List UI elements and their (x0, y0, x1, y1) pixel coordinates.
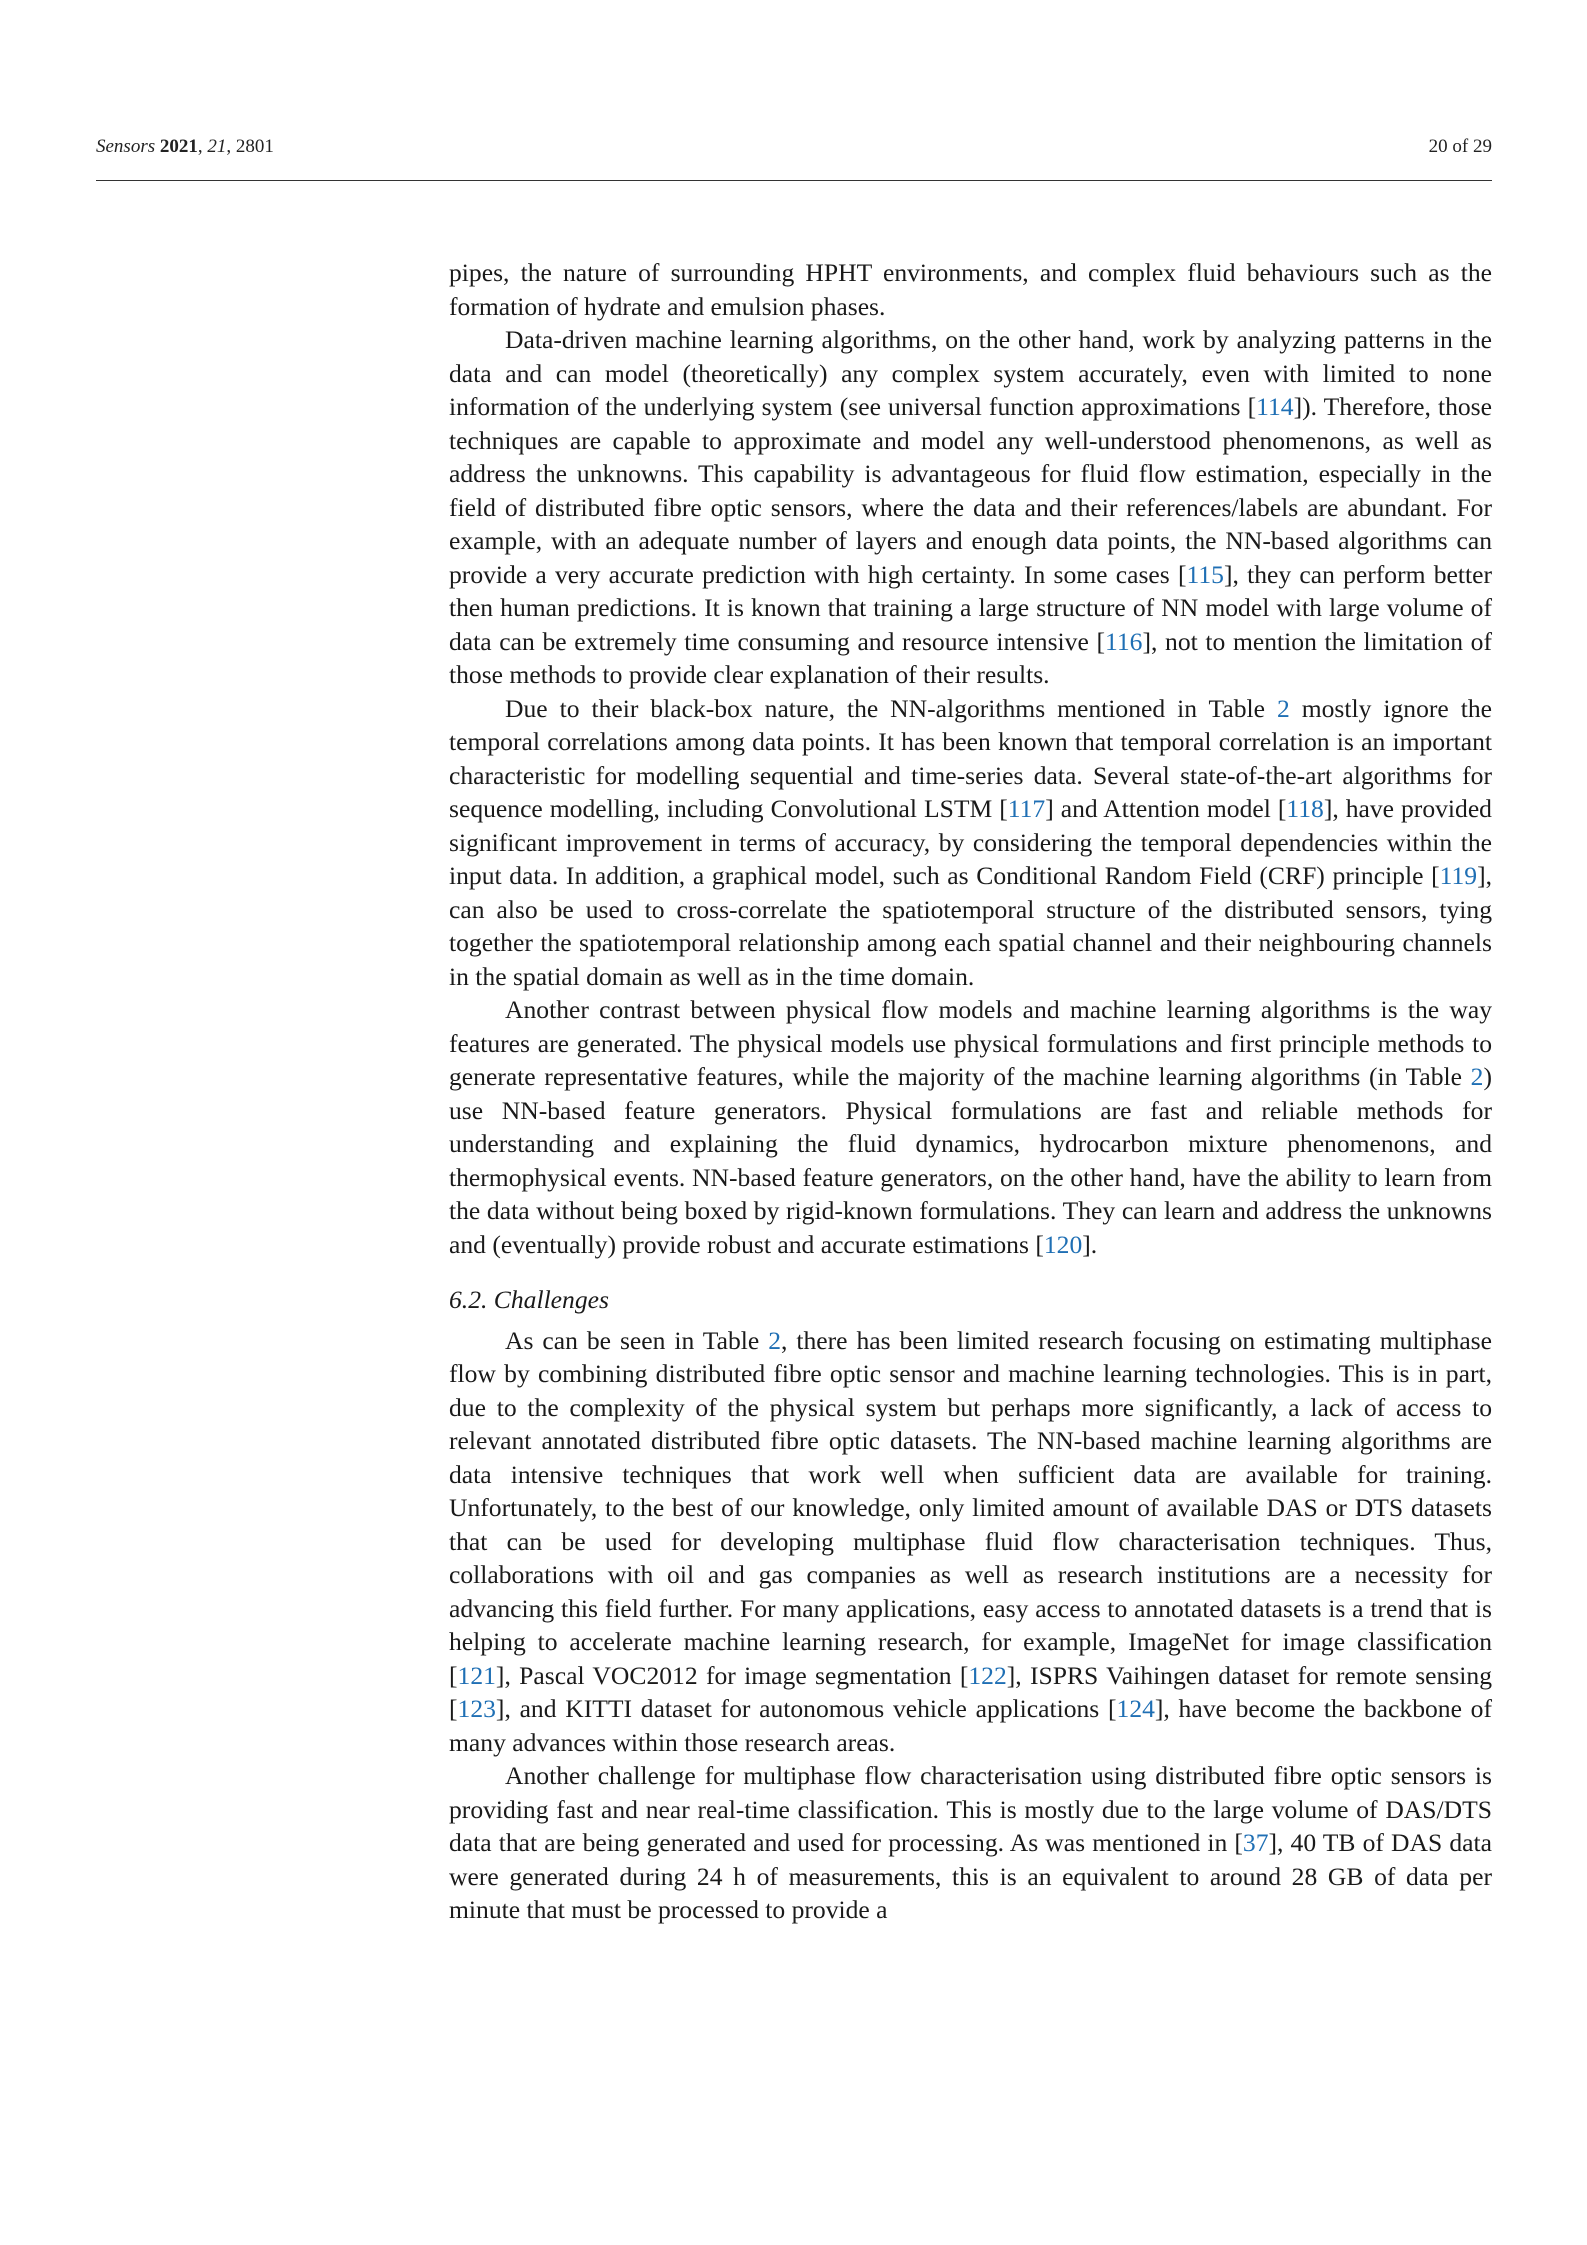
article-body (449, 256, 1492, 1927)
citation-link[interactable]: 114 (1256, 392, 1294, 421)
body-paragraph (449, 256, 1492, 323)
citation-link[interactable]: 115 (1186, 559, 1224, 589)
page-number: 20 of 29 (1428, 136, 1492, 157)
citation-link[interactable]: 2 (1276, 693, 1290, 723)
citation-link[interactable]: 117 (1007, 794, 1046, 823)
paragraph-text: Due to their black-box nature, the NN-algorithms mentioned in Table (505, 693, 1277, 723)
journal-citation: Sensors 2021, 21, 2801 (96, 136, 274, 157)
paragraph-text: pipes, the nature of surrounding HPHT environments, and complex fluid behaviours such as the formation of hydrate and emulsion phases. (449, 258, 1492, 321)
paragraph-text: Another challenge for multiphase flow characterisation using distributed fibre optic sensors is providing fast and near real-time classification. This is mostly due to the large volume of DAS/DTS data that are being generated and used for processing. As was mentioned in [ (449, 1761, 1492, 1857)
journal-name: Sensors (96, 136, 156, 157)
body-paragraph (449, 323, 1492, 692)
citation-link[interactable]: 122 (968, 1660, 1007, 1690)
paragraph-text: ], not to mention the limitation of those methods to provide clear explanation of their results. (449, 626, 1492, 689)
citation-link[interactable]: 121 (457, 1660, 496, 1690)
body-paragraph (449, 993, 1492, 1261)
body-paragraph (449, 1759, 1492, 1927)
citation-link[interactable]: 119 (1439, 861, 1478, 890)
paragraph-text: ] and Attention model [ (1045, 794, 1287, 823)
citation-link[interactable]: 37 (1242, 1828, 1269, 1857)
citation-link[interactable]: 116 (1105, 626, 1143, 656)
paragraph-text: ], and KITTI dataset for autonomous vehicle applications [ (495, 1694, 1117, 1723)
paragraph-text: mostly ignore the temporal correlations among data points. It has been known that temporal correlation is an important characteristic for modelling sequential and time-series data. Several state-of-the-art algorithms for sequence modelling, including Convolutional LSTM [ (449, 693, 1492, 823)
citation-link[interactable]: 2 (768, 1325, 782, 1355)
paragraph-text: ], ISPRS Vaihingen dataset for remote sensing [ (449, 1660, 1492, 1723)
citation-link[interactable]: 124 (1116, 1694, 1155, 1723)
paragraph-text: ], can also be used to cross-correlate the spatiotemporal structure of the distributed sensors, tying together the spatiotemporal relationship among each spatial channel and their neighbouring channels in the spatial domain as well as in the time domain. (449, 861, 1492, 991)
paragraph-text: , there has been limited research focusing on estimating multiphase flow by combining distributed fibre optic sensor and machine learning technologies. This is in part, due to the complexity of the physical system but perhaps more significantly, a lack of access to relevant annotated distributed fibre optic datasets. The NN-based machine learning algorithms are data intensive techniques that work well when sufficient data are available for training. Unfortunately, to the best of our knowledge, only limited amount of available DAS or DTS datasets that can be used for developing multiphase fluid flow characterisation techniques. Thus, collaborations with oil and gas companies as well as research institutions are a necessity for advancing this field further. For many applications, easy access to annotated datasets is a trend that is helping to accelerate machine learning research, for example, ImageNet for image classification [ (449, 1325, 1493, 1690)
journal-volume: 21 (207, 136, 227, 157)
journal-year: 2021 (159, 136, 198, 157)
paragraph-text: ], have provided significant improvement in terms of accuracy, by considering the temporal dependencies within the input data. In addition, a graphical model, such as Conditional Random Field (CRF) principle [ (449, 794, 1492, 890)
paragraph-text: ], they can perform better then human predictions. It is known that training a large structure of NN model with large volume of data can be extremely time consuming and resource intensive [ (449, 559, 1492, 656)
paragraph-text: ], 40 TB of DAS data were generated during 24 h of measurements, this is an equivalent to around 28 GB of data per minute that must be processed to provide a (449, 1828, 1492, 1924)
citation-link[interactable]: 120 (1043, 1229, 1083, 1259)
body-paragraph (449, 692, 1492, 994)
header-divider (96, 180, 1492, 181)
paragraph-text: ]). Therefore, those techniques are capable to approximate and model any well-understood phenomenons, as well as address the unknowns. This capability is advantageous for fluid flow estimation, especially in the field of distributed fibre optic sensors, where the data and their references/labels are abundant. For example, with an adequate number of layers and enough data points, the NN-based algorithms can provide a very accurate prediction with high certainty. In some cases [ (449, 392, 1493, 589)
body-paragraph (449, 1324, 1492, 1760)
paragraph-text: Another contrast between physical flow models and machine learning algorithms is the way features are generated. The physical models use physical formulations and first principle methods to generate representative features, while the majority of the machine learning algorithms (in Table (449, 995, 1492, 1091)
paragraph-text: Data-driven machine learning algorithms, on the other hand, work by analyzing patterns in the data and can model (theoretically) any complex system accurately, even with limited to none information of the underlying system (see universal function approximations [ (449, 325, 1492, 421)
paragraph-text: ]. (1082, 1229, 1098, 1259)
citation-link[interactable]: 123 (457, 1694, 496, 1723)
paragraph-text: ], have become the backbone of many advances within those research areas. (449, 1694, 1492, 1757)
paragraph-text: ) use NN-based feature generators. Physical formulations are fast and reliable methods for understanding and explaining the fluid dynamics, hydrocarbon mixture phenomenons, and thermophysical events. NN-based feature generators, on the other hand, have the ability to learn from the data without being boxed by rigid-known formulations. They can learn and address the unknowns and (eventually) provide robust and accurate estimations [ (449, 1062, 1492, 1259)
paragraph-text: As can be seen in Table (505, 1325, 769, 1355)
citation-link[interactable]: 118 (1286, 794, 1324, 823)
citation-link[interactable]: 2 (1470, 1062, 1484, 1091)
section-heading: 6.2. Challenges (449, 1285, 609, 1314)
paragraph-text: ], Pascal VOC2012 for image segmentation [ (495, 1660, 969, 1690)
article-number: , 2801 (226, 136, 274, 157)
